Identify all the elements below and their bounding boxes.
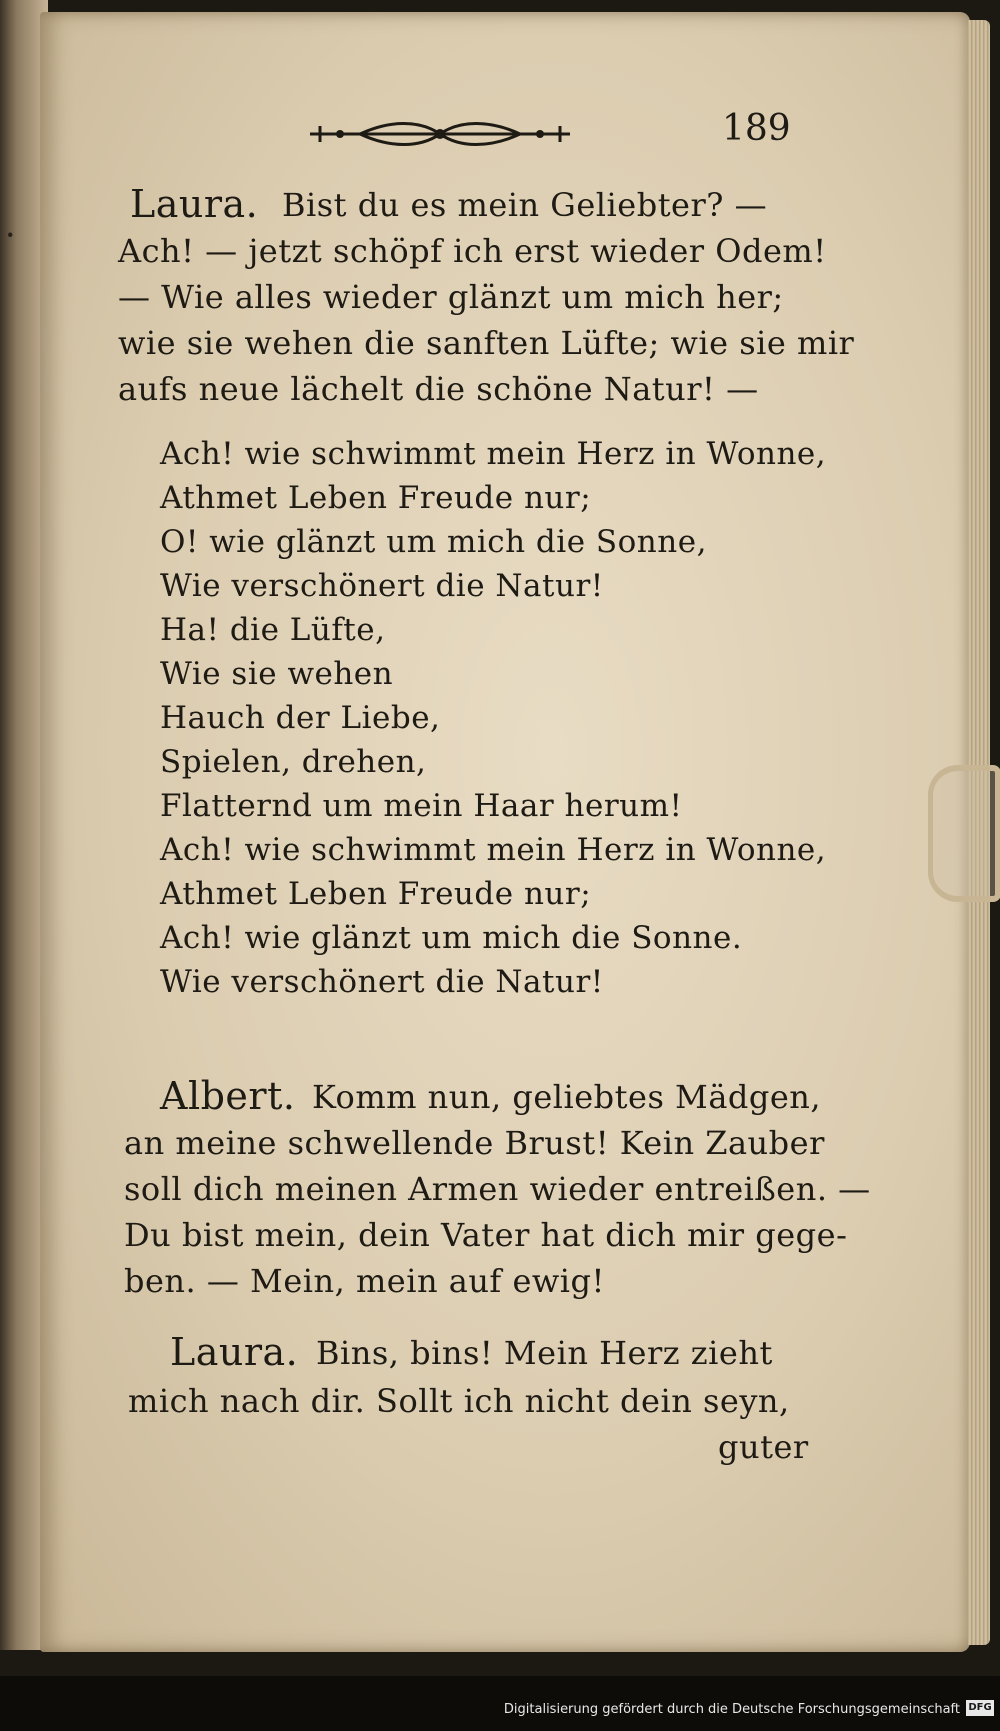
- catchword: guter: [718, 1428, 809, 1466]
- verse-line: Wie verschönert die Natur!: [160, 568, 604, 604]
- page-number: 189: [722, 108, 791, 149]
- text-line: Du bist mein, dein Vater hat dich mir gege-: [124, 1216, 848, 1254]
- text-line: Komm nun, geliebtes Mädgen,: [312, 1078, 822, 1116]
- verse-line: Flatternd um mein Haar herum!: [160, 788, 683, 824]
- text-line: Bins, bins! Mein Herz zieht: [316, 1334, 773, 1372]
- text-line: ben. — Mein, mein auf ewig!: [124, 1262, 605, 1300]
- verse-line: Wie sie wehen: [160, 656, 394, 692]
- verse-line: Ha! die Lüfte,: [160, 612, 386, 648]
- decorative-rule-icon: [300, 118, 580, 150]
- text-line: Bist du es mein Geliebter? —: [282, 186, 768, 224]
- edge-glyph: ·: [6, 220, 15, 249]
- verse-line: Athmet Leben Freude nur;: [160, 876, 592, 912]
- text-line: aufs neue lächelt die schöne Natur! —: [118, 370, 759, 408]
- dfg-logo: DFG: [966, 1700, 994, 1716]
- book-clasp: [928, 765, 1000, 902]
- verse-line: Spielen, drehen,: [160, 744, 427, 780]
- verse-line: Hauch der Liebe,: [160, 700, 441, 736]
- text-line: wie sie wehen die sanften Lüfte; wie sie mir: [118, 324, 855, 362]
- funding-credit: Digitalisierung gefördert durch die Deutsche Forschungsgemeinschaft: [503, 1702, 960, 1717]
- verse-line: Wie verschönert die Natur!: [160, 964, 604, 1000]
- speaker-name: Laura.: [170, 1330, 299, 1374]
- verse-line: O! wie glänzt um mich die Sonne,: [160, 524, 707, 560]
- speaker-name: Albert.: [160, 1074, 296, 1118]
- text-line: an meine schwellende Brust! Kein Zauber: [124, 1124, 825, 1162]
- digitization-footer: [0, 1676, 1000, 1731]
- text-line: Ach! — jetzt schöpf ich erst wieder Odem!: [118, 232, 827, 270]
- verse-line: Ach! wie schwimmt mein Herz in Wonne,: [160, 832, 827, 868]
- speaker-name: Laura.: [130, 182, 259, 226]
- text-line: — Wie alles wieder glänzt um mich her;: [118, 278, 784, 316]
- verse-line: Ach! wie schwimmt mein Herz in Wonne,: [160, 436, 827, 472]
- verse-line: Athmet Leben Freude nur;: [160, 480, 592, 516]
- verse-line: Ach! wie glänzt um mich die Sonne.: [160, 920, 743, 956]
- text-line: mich nach dir. Sollt ich nicht dein seyn,: [128, 1382, 790, 1420]
- text-line: soll dich meinen Armen wieder entreißen. —: [124, 1170, 871, 1208]
